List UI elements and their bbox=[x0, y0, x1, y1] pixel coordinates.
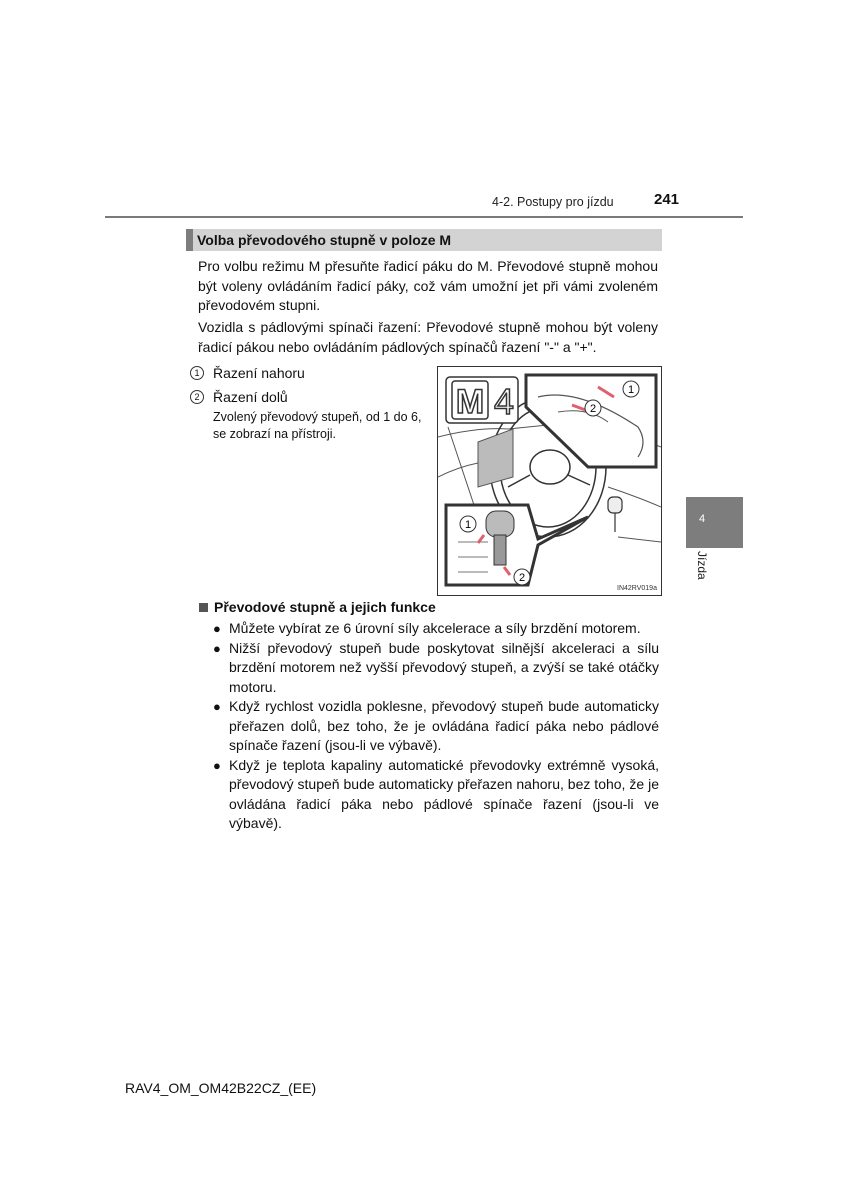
number-circle-icon: 2 bbox=[190, 390, 204, 404]
chapter-label: Jízda bbox=[695, 551, 709, 580]
display-mode-text: M bbox=[455, 383, 485, 421]
number-circle-icon: 1 bbox=[190, 366, 204, 380]
subsection-title: Převodové stupně a jejich funkce bbox=[214, 599, 436, 615]
figure-code: IN42RV019a bbox=[617, 585, 657, 592]
callout-1-text: 1 bbox=[464, 519, 472, 531]
list-item-text: Můžete vybírat ze 6 úrovní síly akcelerace a síly brzdění motorem. bbox=[229, 620, 641, 636]
bullet-dot-icon: ● bbox=[213, 621, 221, 636]
display-gear-text: 4 bbox=[493, 381, 515, 422]
footer-doc-code: RAV4_OM_OM42B22CZ_(EE) bbox=[125, 1080, 317, 1096]
list-item-text: Nižší převodový stupeň bude poskytovat silnější akceleraci a sílu brzdění motorem než vyšší převodový stupeň, a zvýší se také otáčky motoru. bbox=[229, 639, 659, 695]
dashboard-shift-drawing bbox=[438, 367, 661, 595]
shifter-inset bbox=[446, 505, 588, 585]
list-item bbox=[213, 619, 659, 639]
bullet-dot-icon: ● bbox=[213, 699, 221, 714]
legend-item-downshift bbox=[190, 385, 430, 409]
subsection-heading bbox=[199, 599, 436, 615]
paddle-inset bbox=[526, 375, 656, 467]
display-note: Zvolený převodový stupeň, od 1 do 6, se zobrazí na přístroji. bbox=[213, 410, 422, 441]
shift-illustration bbox=[437, 366, 662, 596]
list-item bbox=[213, 756, 659, 834]
list-item-text: Když rychlost vozidla poklesne, převodový stupeň bude automaticky přeřazen dolů, bez toho, že je ovládána řadicí páka nebo pádlové spínače řazení (jsou-li ve výbavě). bbox=[229, 698, 659, 753]
chapter-number: 4 bbox=[699, 513, 706, 525]
bullet-dot-icon: ● bbox=[213, 640, 221, 656]
square-bullet-icon bbox=[199, 603, 208, 612]
figure-legend bbox=[190, 361, 430, 409]
paragraph-paddle: Vozidla s pádlovými spínači řazení: Převodové stupně mohou být voleny řadicí pákou nebo ovládáním pádlových spínačů řazení "-" a "+". bbox=[198, 319, 658, 355]
callout-1-text: 1 bbox=[627, 384, 635, 396]
chapter-tab bbox=[686, 497, 743, 548]
callout-2-text: 2 bbox=[518, 572, 526, 584]
running-header-section: 4-2. Postupy pro jízdu bbox=[492, 195, 614, 209]
bullet-list bbox=[213, 619, 659, 834]
page-number: 241 bbox=[654, 191, 680, 208]
section-title: Volba převodového stupně v poloze M bbox=[197, 232, 452, 248]
header-rule bbox=[105, 216, 743, 218]
legend-item-upshift bbox=[190, 361, 430, 385]
legend-label: Řazení nahoru bbox=[213, 365, 305, 381]
list-item bbox=[213, 639, 659, 698]
bullet-dot-icon: ● bbox=[213, 757, 221, 773]
paragraph-intro: Pro volbu režimu M přesuňte řadicí páku do M. Převodové stupně mohou být voleny ovládáním řadicí páky, což vám umožní jet při vámi zvoleném převodovém stupni. bbox=[198, 258, 658, 313]
instrument-panel-shade bbox=[478, 429, 513, 487]
list-item-text: Když je teplota kapaliny automatické převodovky extrémně vysoká, převodový stupeň bude automaticky přeřazen nahoru, bez toho, že je ovládána řadicí páka nebo pádlové spínače řazení (jsou-li ve výbavě). bbox=[229, 756, 659, 831]
gear-display-icon bbox=[446, 377, 518, 423]
callout-2-text: 2 bbox=[589, 403, 597, 415]
legend-label: Řazení dolů bbox=[213, 389, 288, 405]
list-item bbox=[213, 697, 659, 756]
gear-lever-small bbox=[608, 497, 622, 532]
